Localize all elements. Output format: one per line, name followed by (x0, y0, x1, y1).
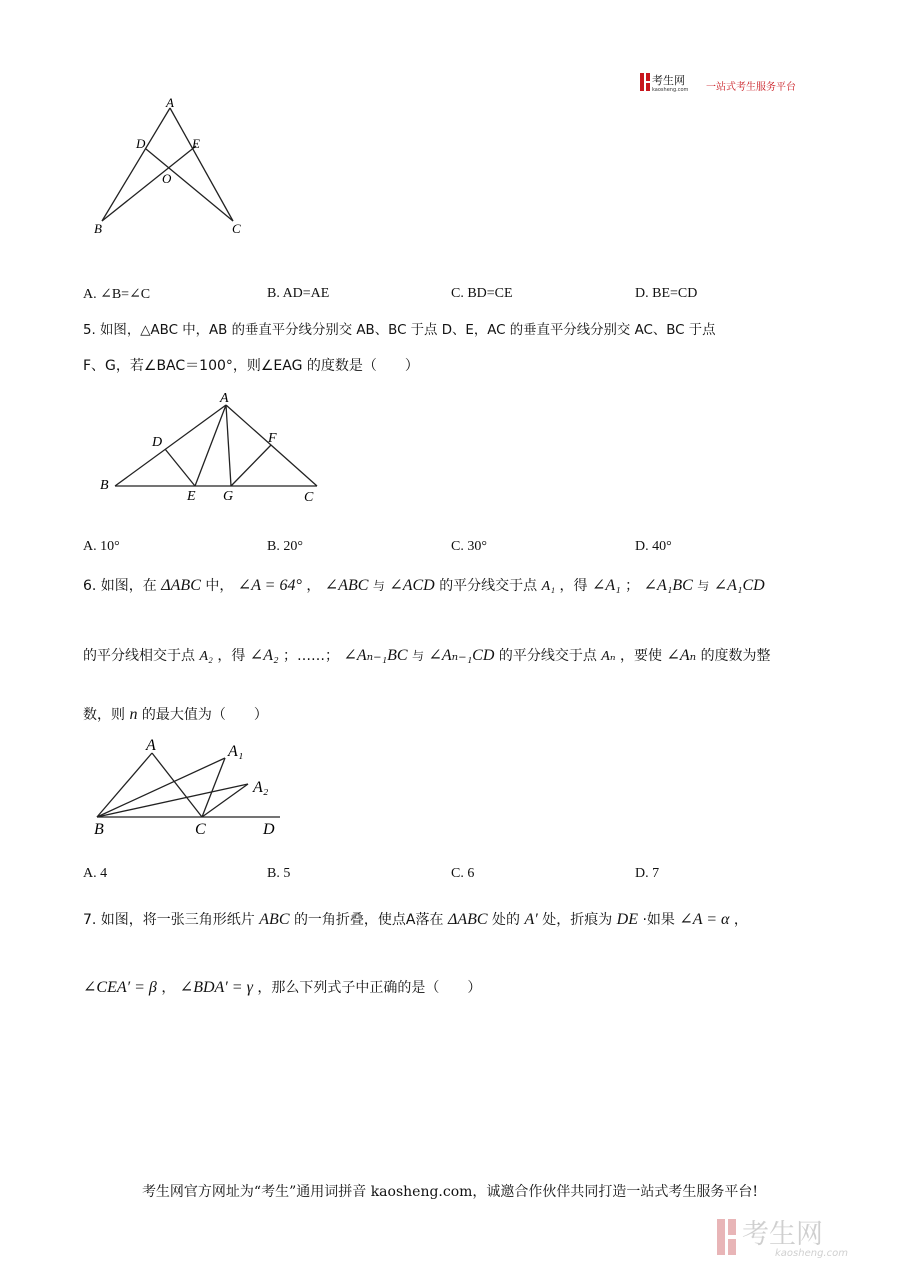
q6-l1-p3: ∠A = 64° (237, 577, 302, 594)
q7-l1-p2: 的一角折叠，使点A落在 (293, 912, 444, 928)
q6-l1-p0: 6. 如图，在 (83, 578, 157, 594)
q5-label-d: D (152, 435, 163, 450)
q4-option-b[interactable]: B. AD=AE (267, 286, 330, 301)
q6-l1-p9: A₁ (541, 579, 556, 594)
q6-l2-p11: ∠Aₙ (666, 647, 697, 664)
q6-line-ac (152, 753, 202, 817)
q5-line-fg (231, 445, 271, 486)
q6-l1-p14: 与 (697, 579, 710, 593)
q7-l1-p3: ΔABC (447, 911, 488, 928)
q4-line-ab (102, 108, 170, 221)
q4-line-cd (146, 149, 233, 221)
q4-label-a: A (166, 95, 174, 110)
q4-line-ac (170, 108, 233, 221)
q5-text-line1: 5. 如图，△ABC 中，AB 的垂直平分线分别交 AB、BC 于点 D、E，AC 的垂直平分线分别交 AC、BC 于点 (83, 323, 716, 338)
q7-l1-p9: ∠A = α (679, 911, 730, 928)
q6-label-c: C (195, 821, 206, 838)
watermark-subtext: kaosheng.com (775, 1248, 848, 1258)
q4-option-c[interactable]: C. BD=CE (451, 286, 513, 301)
q5-option-b[interactable]: B. 20° (267, 539, 303, 554)
q6-l1-p5: ∠ABC (324, 577, 369, 594)
q7-l2-p1: ， (161, 980, 176, 996)
q5-label-e: E (187, 489, 196, 504)
q6-option-c[interactable]: C. 6 (451, 866, 475, 881)
q6-l3-p1: n (129, 706, 138, 723)
footer-text: 考生网官方网址为“考生”通用词拼音 kaosheng.com，诚邀合作伙伴共同打造一站式考生服务平台! (141, 1184, 759, 1200)
q6-label-a: A (146, 737, 156, 754)
q6-label-d: D (263, 821, 275, 838)
q6-text-line2 (83, 645, 771, 665)
q6-l2-p0: 的平分线相交于点 (83, 648, 195, 664)
q6-option-d[interactable]: D. 7 (635, 866, 660, 881)
q6-l1-p13: ∠A₁BC (643, 577, 693, 594)
q6-l1-p7: ∠ACD (389, 577, 435, 594)
q6-label-a2: A₂ (253, 779, 269, 796)
q4-option-d[interactable]: D. BE=CD (635, 286, 698, 301)
watermark-icon (715, 1216, 895, 1258)
q6-l1-p15: ∠A₁CD (713, 577, 765, 594)
q5-line-ab (115, 405, 226, 486)
header-slogan: 一站式考生服务平台 (706, 82, 796, 93)
q7-l1-p4: 处的 (492, 912, 521, 928)
q7-l1-p6: 处，折痕为 (542, 912, 613, 928)
q6-l2-p1: A₂ (199, 649, 213, 664)
q6-l2-p6: 与 (412, 649, 425, 663)
q6-l2-p9: Aₙ (601, 649, 616, 664)
q6-l1-p8: 的平分线交于点 (439, 578, 538, 594)
logo-text: 考生网 (652, 74, 685, 87)
q4-figure (88, 93, 258, 243)
q5-option-c[interactable]: C. 30° (451, 539, 487, 554)
q6-figure (90, 733, 290, 838)
q7-l1-p8: ·如果 (642, 912, 675, 928)
q6-l1-p2: 中， (205, 578, 234, 594)
q7-l2-p0: ∠CEA′ = β (83, 979, 157, 996)
q7-l1-p10: ， (733, 912, 748, 928)
q5-label-b: B (100, 478, 109, 493)
q6-l2-p3: ∠A₂ (249, 647, 279, 664)
q4-label-d: D (136, 136, 146, 151)
q6-l1-p12: ； (625, 578, 640, 594)
q6-l2-p7: ∠Aₙ₋₁CD (428, 647, 495, 664)
logo-icon (640, 72, 702, 92)
watermark-text: 考生网 (742, 1219, 823, 1250)
q6-l1-p1: ΔABC (161, 577, 201, 594)
q6-l3-p0: 数，则 (83, 707, 125, 723)
q6-l2-p2: ，得 (217, 648, 246, 664)
q5-text-line2: F、G，若∠BAC＝100°，则∠EAG 的度数是（ ） (83, 358, 419, 374)
q7-l1-p5: A′ (524, 911, 538, 928)
q6-l2-p5: ∠Aₙ₋₁BC (343, 647, 408, 664)
q6-label-a1: A₁ (228, 743, 244, 760)
q6-l1-p6: 与 (372, 579, 385, 593)
q6-l2-p12: 的度数为整 (700, 648, 771, 664)
q4-label-e: E (192, 136, 200, 151)
q6-l2-p4: ；……； (282, 648, 339, 664)
q5-line-ae (195, 405, 226, 486)
q5-option-d[interactable]: D. 40° (635, 539, 672, 554)
q5-label-a: A (220, 391, 229, 406)
q5-line-de (165, 449, 195, 486)
q7-l2-p2: ∠BDA′ = γ (179, 979, 253, 996)
q7-l1-p7: DE (616, 911, 638, 928)
q6-option-b[interactable]: B. 5 (267, 866, 291, 881)
q6-l1-p4: ， (306, 578, 321, 594)
q4-label-b: B (94, 221, 102, 236)
q5-label-c: C (304, 490, 314, 505)
q5-option-a[interactable]: A. 10° (83, 539, 120, 554)
q7-l2-p3: ，那么下列式子中正确的是（ ） (257, 980, 482, 996)
watermark-logo (715, 1216, 895, 1258)
q6-l1-p10: ，得 (559, 578, 588, 594)
kaosheng-logo (640, 72, 702, 92)
q6-l1-p11: ∠A₁ (591, 577, 621, 594)
q4-line-be (102, 146, 196, 221)
q7-l1-p0: 7. 如图，将一张三角形纸片 (83, 912, 255, 928)
q5-figure (95, 388, 335, 508)
q5-label-g: G (223, 489, 234, 504)
q4-label-o: O (162, 171, 172, 186)
q6-option-a[interactable]: A. 4 (83, 866, 108, 881)
q6-l2-p8: 的平分线交于点 (498, 648, 597, 664)
logo-subtext: kaosheng.com (652, 87, 689, 92)
q5-label-f: F (268, 431, 277, 446)
q5-line-ag (226, 405, 231, 486)
q4-option-a[interactable]: A. ∠B=∠C (83, 287, 151, 302)
q6-l2-p10: ，要使 (619, 648, 662, 664)
q6-text-line3 (83, 704, 268, 724)
q6-label-b: B (94, 821, 104, 838)
q6-l3-p2: 的最大值为（ ） (141, 707, 268, 723)
q7-l1-p1: ABC (259, 911, 290, 928)
q6-text-line1 (83, 575, 765, 595)
q7-text-line2 (83, 977, 481, 997)
q7-text-line1 (83, 909, 748, 929)
q4-label-c: C (232, 221, 241, 236)
